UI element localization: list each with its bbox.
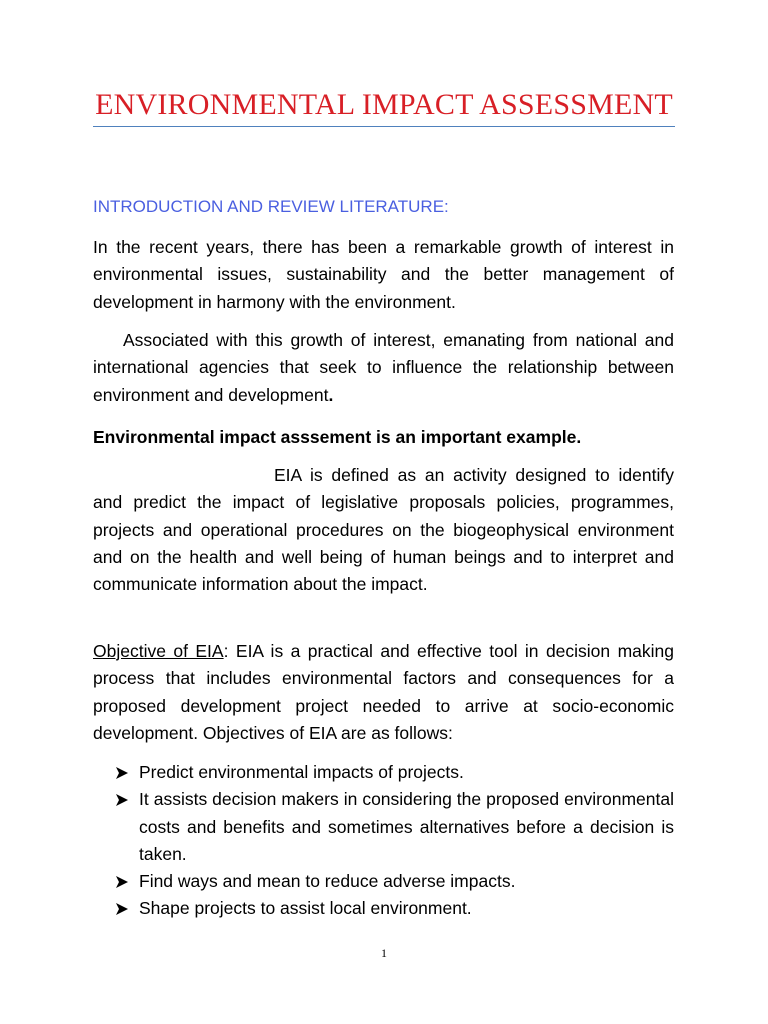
arrowhead-bullet-icon [115,902,129,916]
list-item-text: Predict environmental impacts of projects. [139,762,464,782]
paragraph-associated-text: Associated with this growth of interest, emanating from national and international agencies that seek to influence the relationship between environment and development [93,330,674,405]
page-number: 1 [381,946,387,960]
list-item-text: Shape projects to assist local environment. [139,898,472,919]
list-item [115,895,674,922]
paragraph-intro: In the recent years, there has been a remarkable growth of interest in environmental issues, sustainability and the better management of development in harmony with the environment. [93,237,674,312]
objectives-list [115,759,674,923]
arrowhead-bullet-icon [115,875,129,889]
list-item [115,868,674,895]
list-item-text: Find ways and mean to reduce adverse impacts. [139,871,516,892]
section-heading: INTRODUCTION AND REVIEW LITERATURE: [93,197,449,216]
paragraph-objective [93,638,674,747]
arrowhead-bullet-icon [115,793,129,807]
objective-label: Objective of EIA [93,641,224,661]
list-item [115,759,674,786]
paragraph-eia-definition-text: EIA is defined as an activity designed to identify and predict the impact of legislative proposals policies, programmes, projects and operational procedures on the biogeophysical environment and on the health and well being of human beings and to interpret and communicate information about the impact. [93,465,674,595]
paragraph-associated [93,327,674,409]
paragraph-eia-definition [93,462,674,598]
objective-text: : EIA is a practical and effective tool in decision making process that includes environmental factors and consequences for a proposed development project needed to arrive at socio-economic development. Objectives of EIA are as follows: [93,641,674,743]
list-item-text: It assists decision makers in considering the proposed environmental costs and benefits and sometimes alternatives before a decision is taken. [139,789,674,864]
paragraph-associated-period: . [328,384,334,405]
arrowhead-bullet-icon [115,766,129,780]
list-item [115,786,674,868]
paragraph-eia-example: Environmental impact asssement is an important example. [93,427,582,447]
document-title: ENVIRONMENTAL IMPACT ASSESSMENT [95,88,673,121]
title-underline-rule [93,126,675,127]
